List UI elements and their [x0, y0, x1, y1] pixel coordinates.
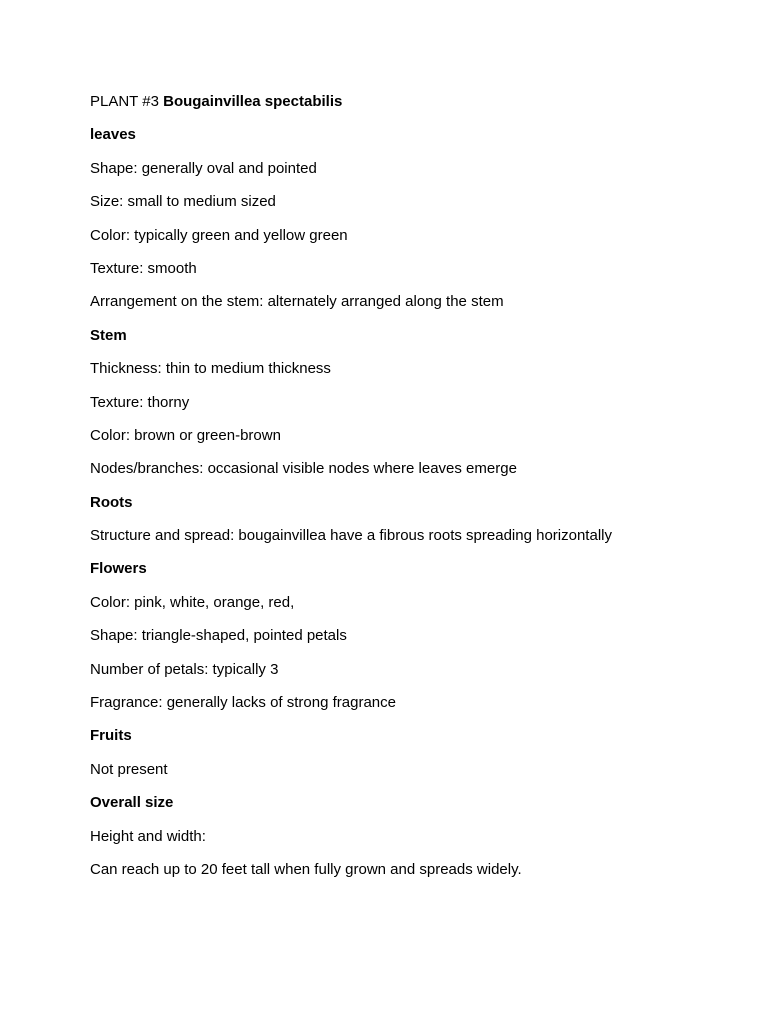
section-line: Color: pink, white, orange, red, — [90, 593, 295, 611]
title-prefix: PLANT #3 — [90, 93, 159, 110]
section-line: Arrangement on the stem: alternately arranged along the stem — [90, 293, 504, 311]
document-sections — [90, 125, 730, 880]
section-line: Fragrance: generally lacks of strong fragrance — [90, 694, 396, 712]
section-line: Shape: triangle-shaped, pointed petals — [90, 627, 347, 645]
section-line: Color: brown or green-brown — [90, 426, 281, 444]
section-line: Size: small to medium sized — [90, 193, 276, 211]
section-heading: Flowers — [90, 560, 147, 578]
section-line: Texture: thorny — [90, 393, 190, 411]
section-line: Texture: smooth — [90, 259, 197, 277]
section-line: Thickness: thin to medium thickness — [90, 360, 331, 378]
section-line: Shape: generally oval and pointed — [90, 159, 317, 177]
document-title — [90, 92, 730, 112]
section-line: Color: typically green and yellow green — [90, 226, 348, 244]
section-heading: Roots — [90, 493, 133, 511]
section-line: Height and width: — [90, 827, 206, 845]
section-line: Nodes/branches: occasional visible nodes where leaves emerge — [90, 460, 517, 478]
section-line: Can reach up to 20 feet tall when fully grown and spreads widely. — [90, 860, 522, 878]
section-heading: Fruits — [90, 727, 132, 745]
title-plant-name: Bougainvillea spectabilis — [163, 93, 343, 110]
section-heading: Stem — [90, 326, 127, 344]
section-line: Not present — [90, 760, 168, 778]
section-heading: Overall size — [90, 794, 174, 812]
section-line: Structure and spread: bougainvillea have a fibrous roots spreading horizontally — [90, 527, 612, 545]
section-line: Number of petals: typically 3 — [90, 660, 279, 678]
document-page — [90, 92, 730, 893]
section-heading: leaves — [90, 126, 136, 144]
